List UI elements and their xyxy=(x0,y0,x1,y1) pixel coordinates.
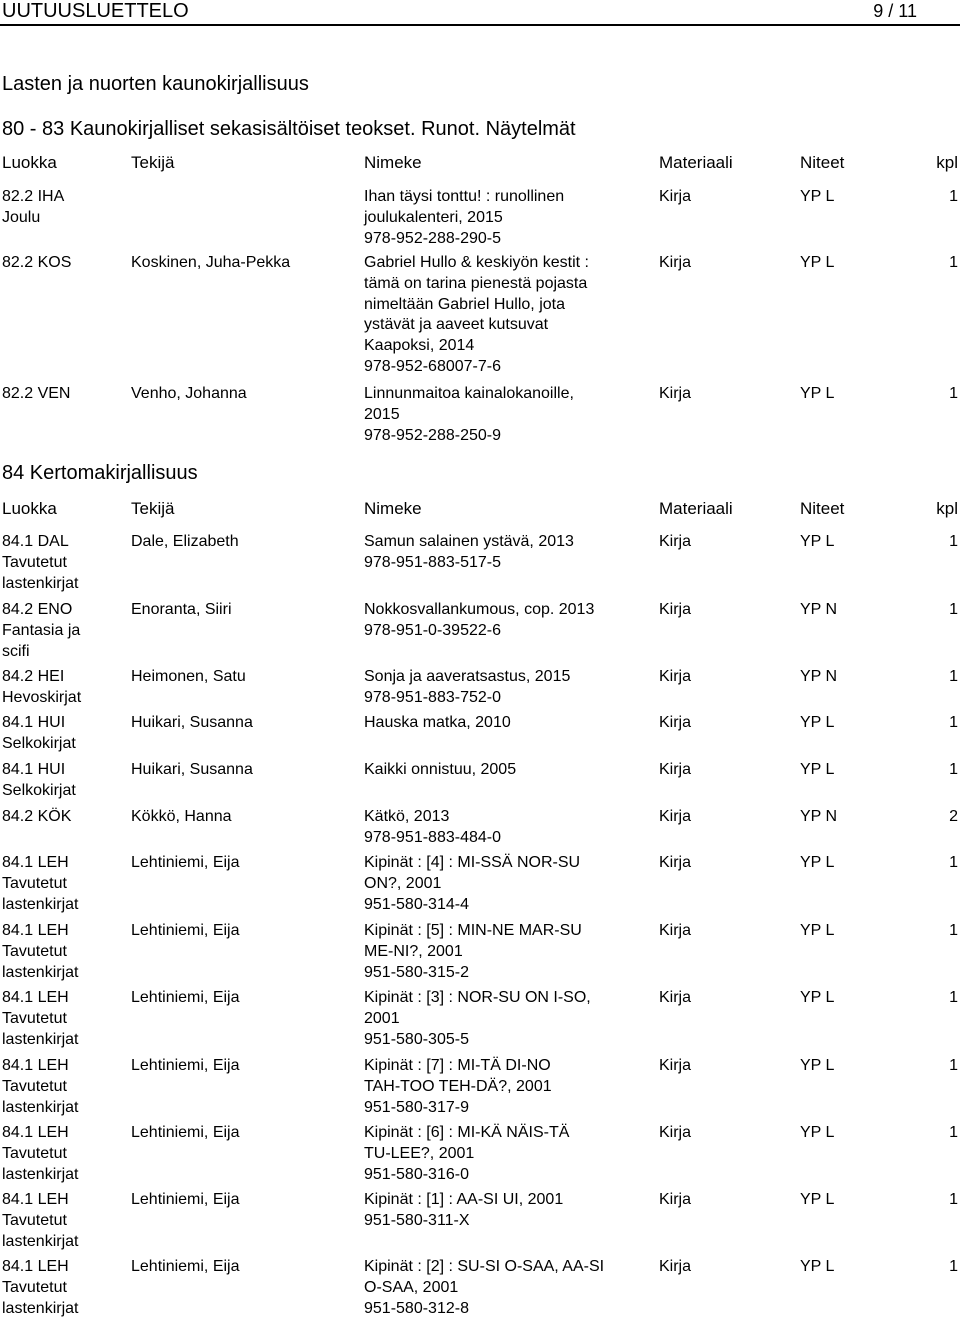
cell-niteet: YP L xyxy=(800,714,835,731)
cell-nimeke xyxy=(364,532,654,574)
cell-luokka-line: Joulu xyxy=(2,208,41,226)
cell-nimeke-line: Kipinät : [1] : AA-SI UI, 2001 xyxy=(364,1191,564,1208)
catalog-title: UUTUUSLUETTELO xyxy=(2,0,189,22)
cell-niteet: YP L xyxy=(800,188,835,205)
cell-kpl: 1 xyxy=(949,989,958,1006)
cell-nimeke-line: 978-951-883-484-0 xyxy=(364,828,501,846)
cell-nimeke xyxy=(364,187,654,249)
column-header-materiaali: Materiaali xyxy=(659,153,733,172)
cell-luokka xyxy=(2,253,127,274)
cell-luokka xyxy=(2,921,127,983)
cell-tekija: Lehtiniemi, Eija xyxy=(131,854,240,871)
cell-nimeke-line: ON?, 2001 xyxy=(364,874,442,892)
cell-nimeke-line: 978-951-0-39522-6 xyxy=(364,621,501,639)
cell-kpl: 1 xyxy=(949,1124,958,1141)
column-header-luokka: Luokka xyxy=(2,499,57,518)
cell-kpl: 1 xyxy=(949,385,958,402)
cell-nimeke-line: Kaikki onnistuu, 2005 xyxy=(364,761,517,778)
cell-kpl: 1 xyxy=(949,1057,958,1074)
cell-niteet: YP L xyxy=(800,1124,835,1141)
cell-nimeke-line: 951-580-317-9 xyxy=(364,1098,469,1116)
cell-luokka xyxy=(2,853,127,915)
cell-nimeke-line: Kipinät : [7] : MI-TÄ DI-NO xyxy=(364,1057,551,1074)
cell-materiaali: Kirja xyxy=(659,601,692,618)
cell-nimeke-line: 978-951-883-517-5 xyxy=(364,553,501,571)
cell-nimeke xyxy=(364,853,654,915)
column-header-luokka: Luokka xyxy=(2,153,57,172)
cell-luokka-line: 84.1 HUI xyxy=(2,714,66,731)
cell-nimeke-line: tämä on tarina pienestä pojasta xyxy=(364,274,588,292)
cell-materiaali: Kirja xyxy=(659,254,692,271)
cell-luokka-line: 84.1 LEH xyxy=(2,1191,69,1208)
cell-tekija: Lehtiniemi, Eija xyxy=(131,922,240,939)
cell-nimeke-line: Linnunmaitoa kainalokanoille, xyxy=(364,385,574,402)
cell-luokka xyxy=(2,713,127,755)
cell-nimeke-line: nimeltään Gabriel Hullo, jota xyxy=(364,295,565,313)
cell-nimeke-line: Hauska matka, 2010 xyxy=(364,714,511,731)
cell-luokka-line: lastenkirjat xyxy=(2,895,79,913)
cell-nimeke-line: 951-580-315-2 xyxy=(364,963,469,981)
cell-niteet: YP L xyxy=(800,254,835,271)
category-heading: Lasten ja nuorten kaunokirjallisuus xyxy=(2,73,309,95)
cell-niteet: YP L xyxy=(800,989,835,1006)
cell-kpl: 1 xyxy=(949,601,958,618)
cell-niteet: YP L xyxy=(800,1258,835,1275)
cell-nimeke xyxy=(364,713,654,734)
cell-luokka-line: Tavutetut xyxy=(2,1278,67,1296)
cell-luokka-line: Hevoskirjat xyxy=(2,688,82,706)
cell-nimeke-line: O-SAA, 2001 xyxy=(364,1278,459,1296)
cell-nimeke xyxy=(364,600,654,642)
cell-nimeke-line: 2001 xyxy=(364,1009,400,1027)
cell-nimeke xyxy=(364,384,654,446)
cell-kpl: 1 xyxy=(949,1191,958,1208)
cell-luokka-line: Tavutetut xyxy=(2,1009,67,1027)
cell-luokka-line: lastenkirjat xyxy=(2,1232,79,1250)
cell-nimeke-line: 978-951-883-752-0 xyxy=(364,688,501,706)
column-header-tekija: Tekijä xyxy=(131,153,175,172)
column-header-kpl: kpl xyxy=(936,499,958,518)
cell-luokka xyxy=(2,532,127,594)
cell-luokka xyxy=(2,384,127,405)
cell-niteet: YP L xyxy=(800,761,835,778)
cell-nimeke-line: Samun salainen ystävä, 2013 xyxy=(364,533,574,550)
cell-materiaali: Kirja xyxy=(659,1124,692,1141)
cell-materiaali: Kirja xyxy=(659,761,692,778)
cell-luokka-line: lastenkirjat xyxy=(2,1299,79,1317)
cell-luokka-line: lastenkirjat xyxy=(2,574,79,592)
cell-materiaali: Kirja xyxy=(659,385,692,402)
cell-materiaali: Kirja xyxy=(659,808,692,825)
header-divider xyxy=(0,24,960,26)
cell-nimeke-line: Kipinät : [4] : MI-SSÄ NOR-SU xyxy=(364,854,581,871)
cell-kpl: 1 xyxy=(949,188,958,205)
cell-luokka-line: Tavutetut xyxy=(2,1211,67,1229)
column-header-kpl: kpl xyxy=(936,153,958,172)
cell-nimeke-line: Kipinät : [6] : MI-KÄ NÄIS-TÄ xyxy=(364,1124,570,1141)
cell-luokka-line: Selkokirjat xyxy=(2,734,76,752)
cell-luokka-line: lastenkirjat xyxy=(2,1030,79,1048)
cell-nimeke-line: Kaapoksi, 2014 xyxy=(364,337,475,355)
cell-nimeke-line: ystävät ja aaveet kutsuvat xyxy=(364,316,549,334)
cell-niteet: YP N xyxy=(800,808,838,825)
cell-luokka xyxy=(2,1056,127,1118)
cell-tekija: Lehtiniemi, Eija xyxy=(131,1124,240,1141)
cell-materiaali: Kirja xyxy=(659,989,692,1006)
cell-luokka-line: 84.2 ENO xyxy=(2,601,73,618)
cell-luokka xyxy=(2,1257,127,1319)
cell-nimeke-line: 2015 xyxy=(364,405,400,423)
cell-materiaali: Kirja xyxy=(659,533,692,550)
cell-luokka-line: 84.1 LEH xyxy=(2,1258,69,1275)
cell-nimeke-line: 951-580-312-8 xyxy=(364,1299,469,1317)
cell-luokka-line: 84.1 LEH xyxy=(2,1057,69,1074)
cell-luokka xyxy=(2,1190,127,1252)
cell-nimeke xyxy=(364,667,654,709)
cell-nimeke-line: 978-952-288-290-5 xyxy=(364,229,501,247)
cell-tekija: Lehtiniemi, Eija xyxy=(131,1191,240,1208)
cell-luokka-line: lastenkirjat xyxy=(2,1098,79,1116)
cell-materiaali: Kirja xyxy=(659,188,692,205)
cell-tekija: Koskinen, Juha-Pekka xyxy=(131,254,291,271)
cell-tekija: Huikari, Susanna xyxy=(131,761,253,778)
cell-kpl: 1 xyxy=(949,761,958,778)
cell-nimeke-line: 951-580-311-X xyxy=(364,1211,470,1229)
cell-tekija: Huikari, Susanna xyxy=(131,714,253,731)
cell-luokka xyxy=(2,187,127,229)
section-title: 80 - 83 Kaunokirjalliset sekasisältöiset teokset. Runot. Näytelmät xyxy=(2,118,576,140)
cell-nimeke-line: TAH-TOO TEH-DÄ?, 2001 xyxy=(364,1077,552,1095)
cell-luokka xyxy=(2,988,127,1050)
cell-luokka-line: 84.1 LEH xyxy=(2,922,69,939)
cell-luokka xyxy=(2,807,127,828)
cell-nimeke xyxy=(364,1123,654,1185)
cell-luokka-line: 84.2 KÖK xyxy=(2,808,72,825)
cell-niteet: YP L xyxy=(800,1191,835,1208)
cell-kpl: 1 xyxy=(949,533,958,550)
cell-kpl: 1 xyxy=(949,668,958,685)
cell-nimeke xyxy=(364,988,654,1050)
cell-nimeke-line: 978-952-68007-7-6 xyxy=(364,357,501,375)
cell-luokka-line: Tavutetut xyxy=(2,942,67,960)
cell-luokka-line: Tavutetut xyxy=(2,1144,67,1162)
column-header-nimeke: Nimeke xyxy=(364,153,422,172)
section-title: 84 Kertomakirjallisuus xyxy=(2,462,198,484)
cell-nimeke-line: 978-952-288-250-9 xyxy=(364,426,501,444)
cell-kpl: 1 xyxy=(949,1258,958,1275)
cell-materiaali: Kirja xyxy=(659,1258,692,1275)
cell-tekija: Heimonen, Satu xyxy=(131,668,246,685)
cell-kpl: 1 xyxy=(949,854,958,871)
cell-nimeke-line: Ihan täysi tonttu! : runollinen xyxy=(364,188,565,205)
cell-luokka-line: lastenkirjat xyxy=(2,963,79,981)
cell-nimeke xyxy=(364,807,654,849)
cell-luokka-line: lastenkirjat xyxy=(2,1165,79,1183)
cell-kpl: 1 xyxy=(949,714,958,731)
cell-materiaali: Kirja xyxy=(659,668,692,685)
cell-nimeke-line: TU-LEE?, 2001 xyxy=(364,1144,475,1162)
cell-materiaali: Kirja xyxy=(659,714,692,731)
cell-luokka-line: 84.1 HUI xyxy=(2,761,66,778)
cell-luokka-line: Tavutetut xyxy=(2,553,67,571)
cell-luokka xyxy=(2,1123,127,1185)
cell-kpl: 2 xyxy=(949,808,958,825)
cell-niteet: YP N xyxy=(800,601,838,618)
cell-niteet: YP L xyxy=(800,533,835,550)
column-header-tekija: Tekijä xyxy=(131,499,175,518)
cell-nimeke xyxy=(364,760,654,781)
column-header-niteet: Niteet xyxy=(800,153,845,172)
cell-luokka-line: 84.1 LEH xyxy=(2,854,69,871)
cell-nimeke-line: Kipinät : [3] : NOR-SU ON I-SO, xyxy=(364,989,591,1006)
cell-tekija: Enoranta, Siiri xyxy=(131,601,232,618)
cell-materiaali: Kirja xyxy=(659,854,692,871)
cell-luokka-line: 82.2 IHA xyxy=(2,188,65,205)
cell-luokka-line: Tavutetut xyxy=(2,874,67,892)
column-header-niteet: Niteet xyxy=(800,499,845,518)
column-header-nimeke: Nimeke xyxy=(364,499,422,518)
cell-nimeke xyxy=(364,1190,654,1232)
cell-luokka xyxy=(2,760,127,802)
cell-tekija: Venho, Johanna xyxy=(131,385,247,402)
cell-luokka xyxy=(2,667,127,709)
cell-nimeke xyxy=(364,253,654,378)
cell-nimeke-line: Sonja ja aaveratsastus, 2015 xyxy=(364,668,571,685)
cell-niteet: YP L xyxy=(800,1057,835,1074)
cell-niteet: YP L xyxy=(800,854,835,871)
cell-luokka-line: 82.2 VEN xyxy=(2,385,71,402)
cell-tekija: Lehtiniemi, Eija xyxy=(131,1057,240,1074)
cell-nimeke-line: ME-NI?, 2001 xyxy=(364,942,463,960)
table-header xyxy=(0,499,960,520)
cell-luokka-line: Fantasia ja xyxy=(2,621,81,639)
cell-nimeke-line: Gabriel Hullo & keskiyön kestit : xyxy=(364,254,589,271)
cell-luokka-line: Tavutetut xyxy=(2,1077,67,1095)
cell-tekija: Dale, Elizabeth xyxy=(131,533,239,550)
cell-nimeke-line: 951-580-314-4 xyxy=(364,895,469,913)
cell-niteet: YP N xyxy=(800,668,838,685)
cell-materiaali: Kirja xyxy=(659,922,692,939)
cell-nimeke-line: Nokkosvallankumous, cop. 2013 xyxy=(364,601,595,618)
cell-luokka-line: 84.2 HEI xyxy=(2,668,65,685)
cell-tekija: Kökkö, Hanna xyxy=(131,808,232,825)
cell-materiaali: Kirja xyxy=(659,1057,692,1074)
cell-tekija: Lehtiniemi, Eija xyxy=(131,1258,240,1275)
cell-luokka-line: 84.1 DAL xyxy=(2,533,69,550)
cell-nimeke xyxy=(364,1056,654,1118)
cell-nimeke-line: Kipinät : [5] : MIN-NE MAR-SU xyxy=(364,922,582,939)
page-number: 9 / 11 xyxy=(873,1,917,21)
cell-luokka xyxy=(2,600,127,662)
cell-niteet: YP L xyxy=(800,385,835,402)
cell-luokka-line: 84.1 LEH xyxy=(2,989,69,1006)
cell-nimeke xyxy=(364,1257,654,1319)
cell-materiaali: Kirja xyxy=(659,1191,692,1208)
table-header xyxy=(0,153,960,174)
cell-niteet: YP L xyxy=(800,922,835,939)
cell-nimeke-line: Kipinät : [2] : SU-SI O-SAA, AA-SI xyxy=(364,1258,605,1275)
cell-nimeke-line: 951-580-305-5 xyxy=(364,1030,469,1048)
cell-luokka-line: Selkokirjat xyxy=(2,781,76,799)
cell-kpl: 1 xyxy=(949,254,958,271)
cell-luokka-line: 84.1 LEH xyxy=(2,1124,69,1141)
column-header-materiaali: Materiaali xyxy=(659,499,733,518)
cell-nimeke-line: Kätkö, 2013 xyxy=(364,808,450,825)
cell-luokka-line: scifi xyxy=(2,642,30,660)
cell-tekija: Lehtiniemi, Eija xyxy=(131,989,240,1006)
cell-nimeke xyxy=(364,921,654,983)
cell-luokka-line: 82.2 KOS xyxy=(2,254,72,271)
cell-nimeke-line: joulukalenteri, 2015 xyxy=(364,208,503,226)
cell-kpl: 1 xyxy=(949,922,958,939)
cell-nimeke-line: 951-580-316-0 xyxy=(364,1165,469,1183)
